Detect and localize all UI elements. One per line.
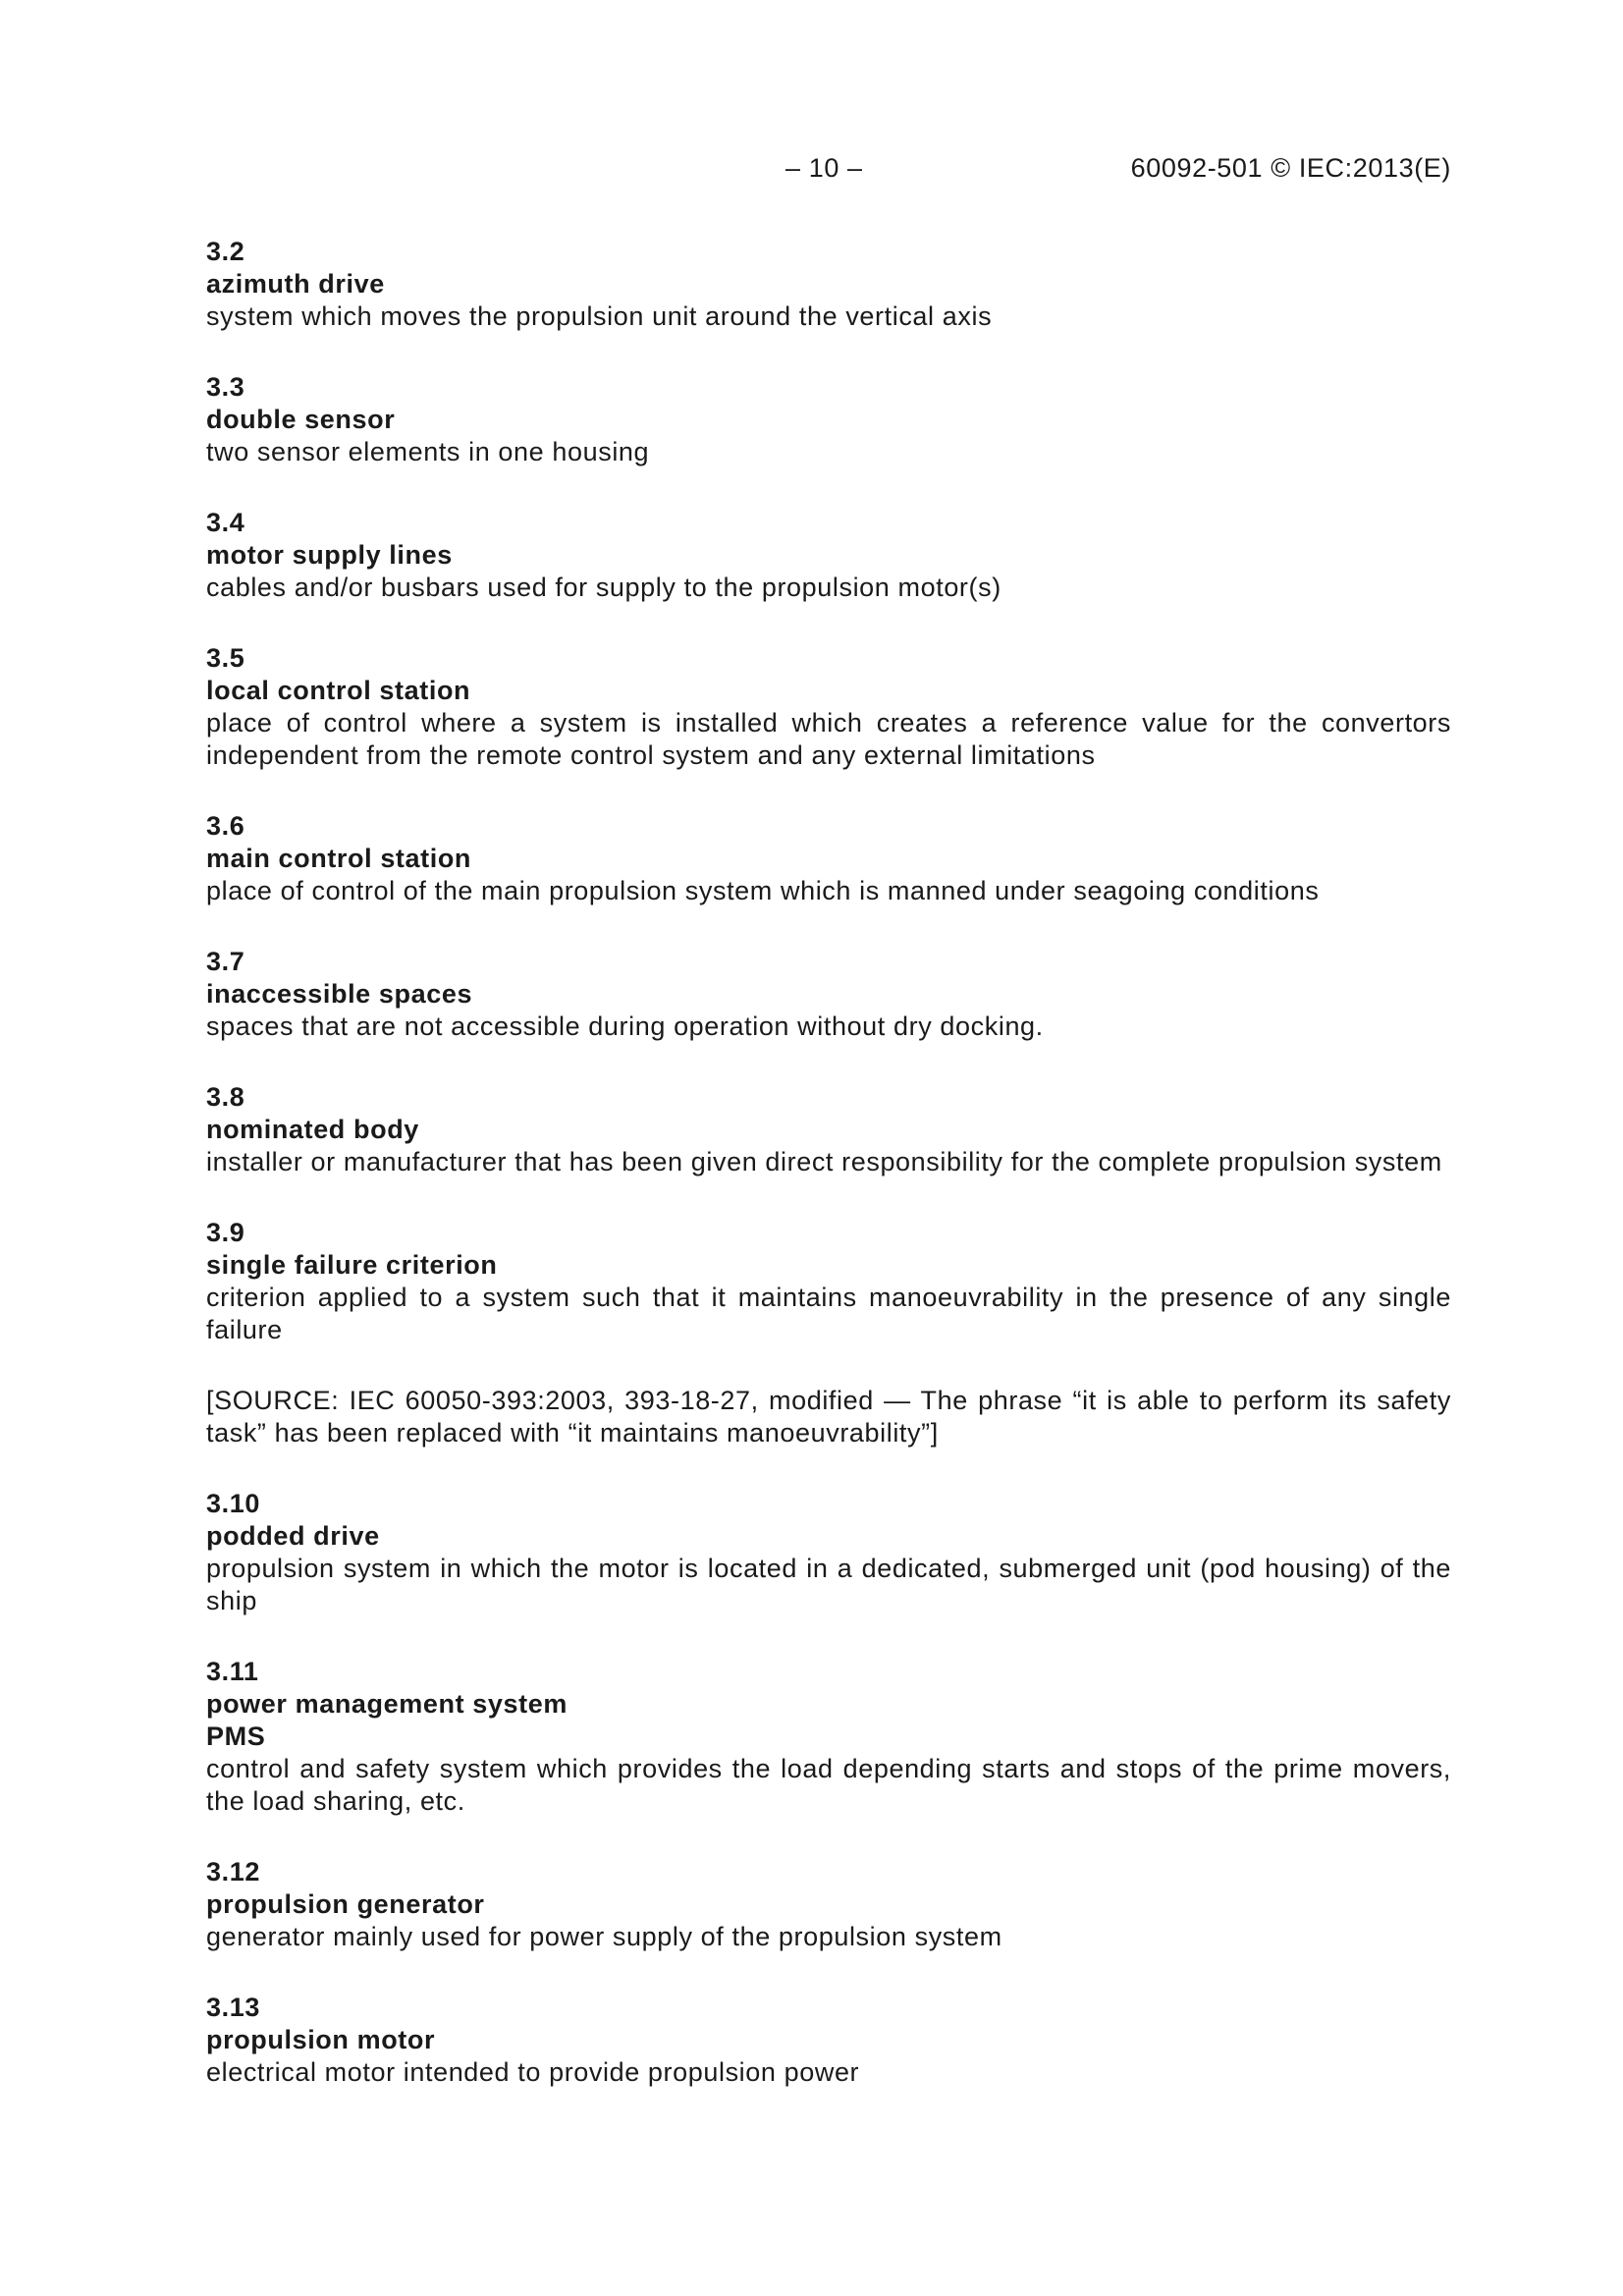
term-definition: generator mainly used for power supply of the propulsion system	[206, 1922, 1002, 1951]
term-definition: installer or manufacturer that has been given direct responsibility for the complete propulsion system	[206, 1147, 1442, 1176]
term-number: 3.11	[206, 1657, 259, 1686]
term-title: nominated body	[206, 1115, 419, 1144]
terms-and-definitions	[206, 236, 1451, 2127]
term-title: power management system	[206, 1689, 568, 1719]
term-title: podded drive	[206, 1521, 380, 1551]
term-number: 3.2	[206, 237, 245, 266]
term-entry-3-9	[206, 1217, 1451, 1449]
term-definition: electrical motor intended to provide propulsion power	[206, 2057, 860, 2087]
term-title: propulsion generator	[206, 1889, 485, 1919]
term-number: 3.9	[206, 1218, 245, 1247]
term-title: inaccessible spaces	[206, 979, 473, 1009]
page-number: – 10 –	[785, 153, 863, 183]
term-title: local control station	[206, 676, 471, 705]
term-entry-3-10	[206, 1488, 1451, 1617]
term-number: 3.12	[206, 1857, 260, 1886]
term-entry-3-5	[206, 642, 1451, 772]
term-entry-3-13	[206, 1992, 1451, 2089]
term-number: 3.10	[206, 1489, 260, 1518]
term-definition: spaces that are not accessible during operation without dry docking.	[206, 1011, 1044, 1041]
term-definition: propulsion system in which the motor is located in a dedicated, submerged unit (pod housing) of the ship	[206, 1554, 1451, 1615]
term-title: single failure criterion	[206, 1250, 498, 1280]
term-entry-3-7	[206, 946, 1451, 1043]
term-title: double sensor	[206, 405, 396, 434]
page-header	[0, 153, 1623, 192]
term-title: propulsion motor	[206, 2025, 436, 2054]
term-title: azimuth drive	[206, 269, 385, 299]
term-entry-3-4	[206, 507, 1451, 604]
term-title: main control station	[206, 844, 472, 873]
term-number: 3.8	[206, 1082, 245, 1112]
term-definition: place of control where a system is installed which creates a reference value for the convertors independent from the remote control system and any external limitations	[206, 708, 1451, 770]
term-abbreviation: PMS	[206, 1722, 266, 1751]
term-definition: control and safety system which provides the load depending starts and stops of the prime movers, the load sharing, etc.	[206, 1754, 1451, 1816]
term-number: 3.5	[206, 643, 245, 673]
term-number: 3.6	[206, 811, 245, 841]
term-entry-3-12	[206, 1856, 1451, 1953]
term-definition: system which moves the propulsion unit around the vertical axis	[206, 301, 993, 331]
term-number: 3.7	[206, 947, 245, 976]
term-entry-3-6	[206, 810, 1451, 907]
term-definition: criterion applied to a system such that it maintains manoeuvrability in the presence of any single failure	[206, 1283, 1451, 1344]
term-title: motor supply lines	[206, 540, 453, 570]
term-entry-3-2	[206, 236, 1451, 333]
term-entry-3-11	[206, 1656, 1451, 1818]
term-number: 3.3	[206, 372, 245, 402]
term-entry-3-3	[206, 371, 1451, 468]
source-note: [SOURCE: IEC 60050-393:2003, 393-18-27, modified — The phrase “it is able to perform its safety task” has been replaced with “it maintains manoeuvrability”]	[206, 1386, 1451, 1448]
term-entry-3-8	[206, 1081, 1451, 1178]
document-reference: 60092-501 © IEC:2013(E)	[1130, 153, 1451, 183]
term-definition: place of control of the main propulsion system which is manned under seagoing conditions	[206, 876, 1320, 905]
term-number: 3.13	[206, 1993, 260, 2022]
term-number: 3.4	[206, 508, 245, 537]
term-definition: two sensor elements in one housing	[206, 437, 650, 466]
term-definition: cables and/or busbars used for supply to the propulsion motor(s)	[206, 573, 1001, 602]
